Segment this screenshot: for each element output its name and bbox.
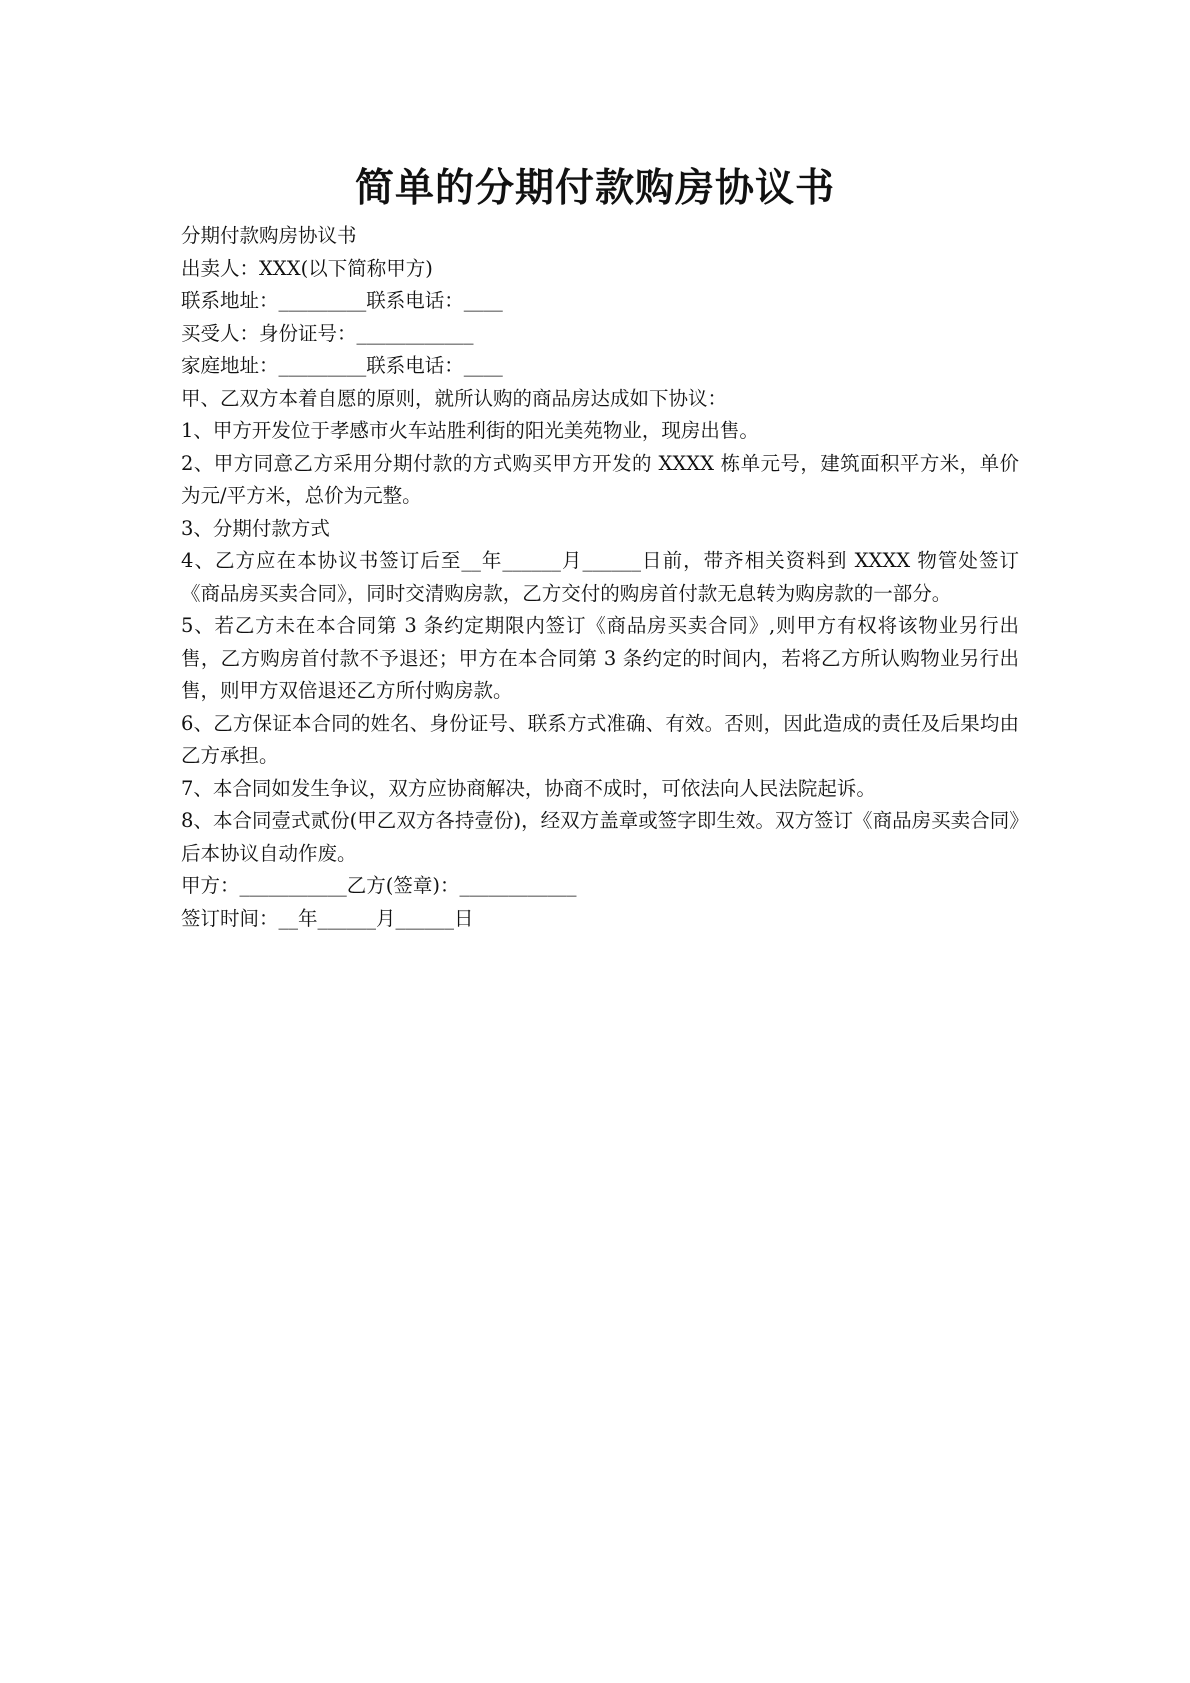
document-title: 简单的分期付款购房协议书	[354, 165, 835, 211]
clause-7: 7、本合同如发生争议，双方应协商解决，协商不成时，可依法向人民法院起诉。	[181, 776, 876, 800]
signing-date-line: 签订时间：__年______月______日	[181, 906, 474, 930]
clause-8: 8、本合同壹式贰份(甲乙双方各持壹份)，经双方盖章或签字即生效。双方签订《商品房买卖合同》后本协议自动作废。	[181, 809, 1019, 865]
clause-2: 2、甲方同意乙方采用分期付款的方式购买甲方开发的 XXXX 栋单元号，建筑面积平方米，单价为元/平方米，总价为元整。	[181, 451, 1019, 507]
seller-line: 出卖人：XXX(以下简称甲方)	[181, 256, 433, 280]
clause-5: 5、若乙方未在本合同第 3 条约定期限内签订《商品房买卖合同》,则甲方有权将该物业另行出售，乙方购房首付款不予退还；甲方在本合同第 3 条约定的时间内，若将乙方所认购物业另行出售，则甲方双倍退还乙方所付购房款。	[181, 614, 1019, 702]
document-body	[181, 220, 1019, 935]
clause-4: 4、乙方应在本协议书签订后至__年______月______日前，带齐相关资料到 XXXX 物管处签订《商品房买卖合同》，同时交清购房款，乙方交付的购房首付款无息转为购房款的一部分。	[181, 549, 1019, 605]
subtitle-line: 分期付款购房协议书	[181, 224, 357, 247]
clause-3: 3、分期付款方式	[181, 516, 330, 540]
signature-line: 甲方：___________乙方(签章)：____________	[181, 874, 577, 897]
clause-6: 6、乙方保证本合同的姓名、身份证号、联系方式准确、有效。否则，因此造成的责任及后果均由乙方承担。	[181, 711, 1019, 767]
buyer-contact-line: 家庭地址：_________联系电话：____	[181, 354, 503, 377]
seller-contact-line: 联系地址：_________联系电话：____	[181, 289, 503, 312]
preamble-paragraph: 甲、乙双方本着自愿的原则，就所认购的商品房达成如下协议：	[181, 386, 728, 410]
buyer-line: 买受人：身份证号：____________	[181, 321, 474, 345]
clause-1: 1、甲方开发位于孝感市火车站胜利街的阳光美苑物业，现房出售。	[181, 419, 759, 442]
